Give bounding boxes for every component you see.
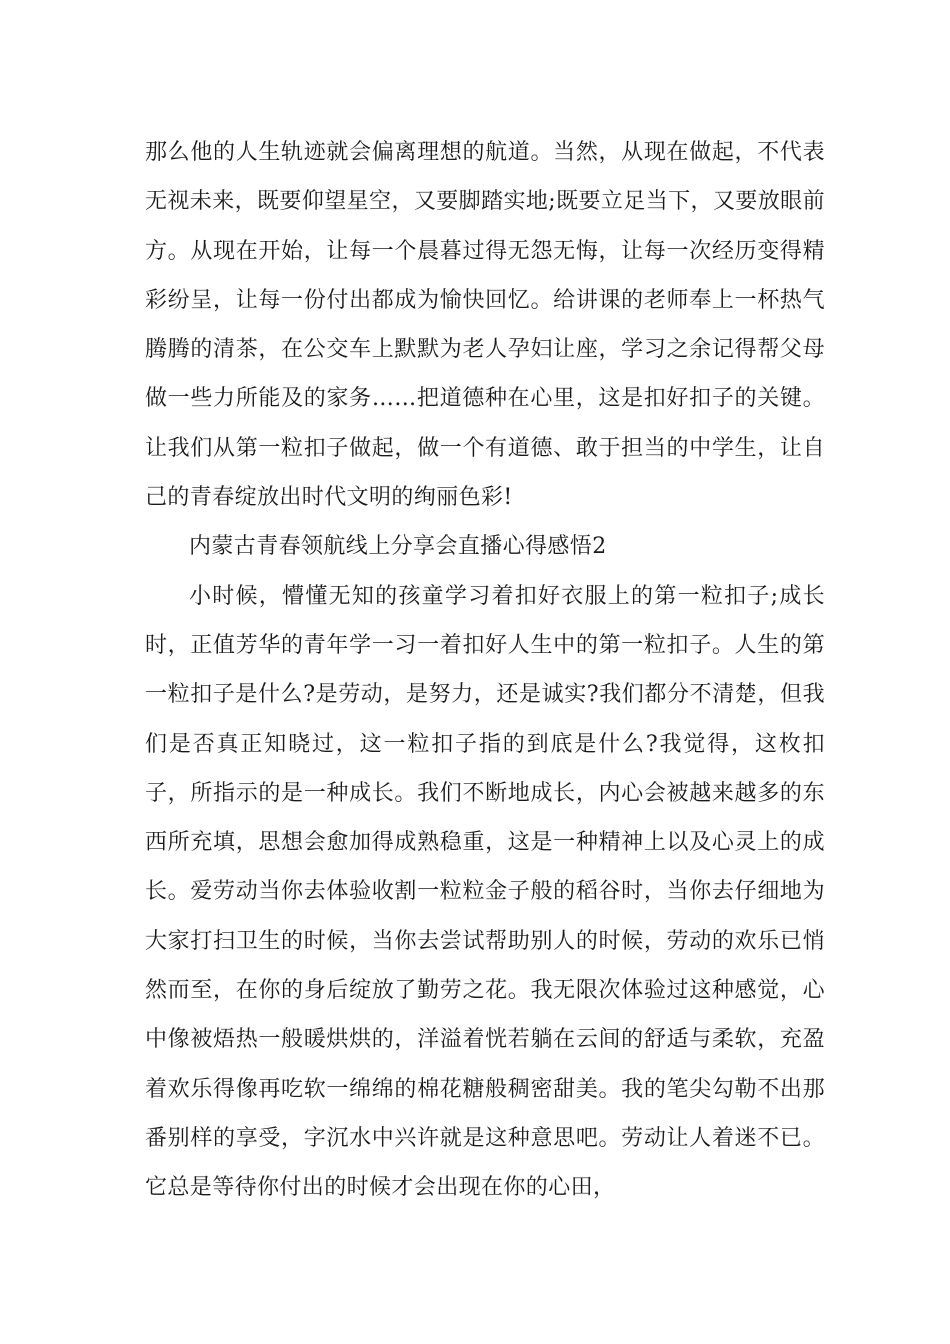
document-body	[145, 128, 825, 1213]
section-title: 内蒙古青春领航线上分享会直播心得感悟2	[189, 534, 607, 560]
paragraph-2: 小时候，懵懂无知的孩童学习着扣好衣服上的第一粒扣子;成长时，正值芳华的青年学一习一着扣好人生中的第一粒扣子。人生的第一粒扣子是什么?是劳动，是努力，还是诚实?我们都分不清楚，但我们是否真正知晓过，这一粒扣子指的到底是什么?我觉得，这枚扣子，所指示的是一种成长。我们不断地成长，内心会被越来越多的东西所充填，思想会愈加得成熟稳重，这是一种精神上以及心灵上的成长。爱劳动当你去体验收割一粒粒金子般的稻谷时，当你去仔细地为大家打扫卫生的时候，当你去尝试帮助别人的时候，劳动的欢乐已悄然而至，在你的身后绽放了勤劳之花。我无限次体验过这种感觉，心中像被焐热一般暖烘烘的，洋溢着恍若躺在云间的舒适与柔软，充盈着欢乐得像再吃软一绵绵的棉花糖般稠密甜美。我的笔尖勾勒不出那番别样的享受，字沉水中兴许就是这种意思吧。劳动让人着迷不已。它总是等待你付出的时候才会出现在你的心田，	[145, 583, 825, 1201]
paragraph-continued: 那么他的人生轨迹就会偏离理想的航道。当然，从现在做起，不代表无视未来，既要仰望星空，又要脚踏实地;既要立足当下，又要放眼前方。从现在开始，让每一个晨暮过得无怨无悔，让每一次经历变得精彩纷呈，让每一份付出都成为愉快回忆。给讲课的老师奉上一杯热气腾腾的清茶，在公交车上默默为老人孕妇让座，学习之余记得帮父母做一些力所能及的家务……把道德种在心里，这是扣好扣子的关键。让我们从第一粒扣子做起，做一个有道德、敢于担当的中学生，让自己的青春绽放出时代文明的绚丽色彩!	[145, 140, 825, 511]
